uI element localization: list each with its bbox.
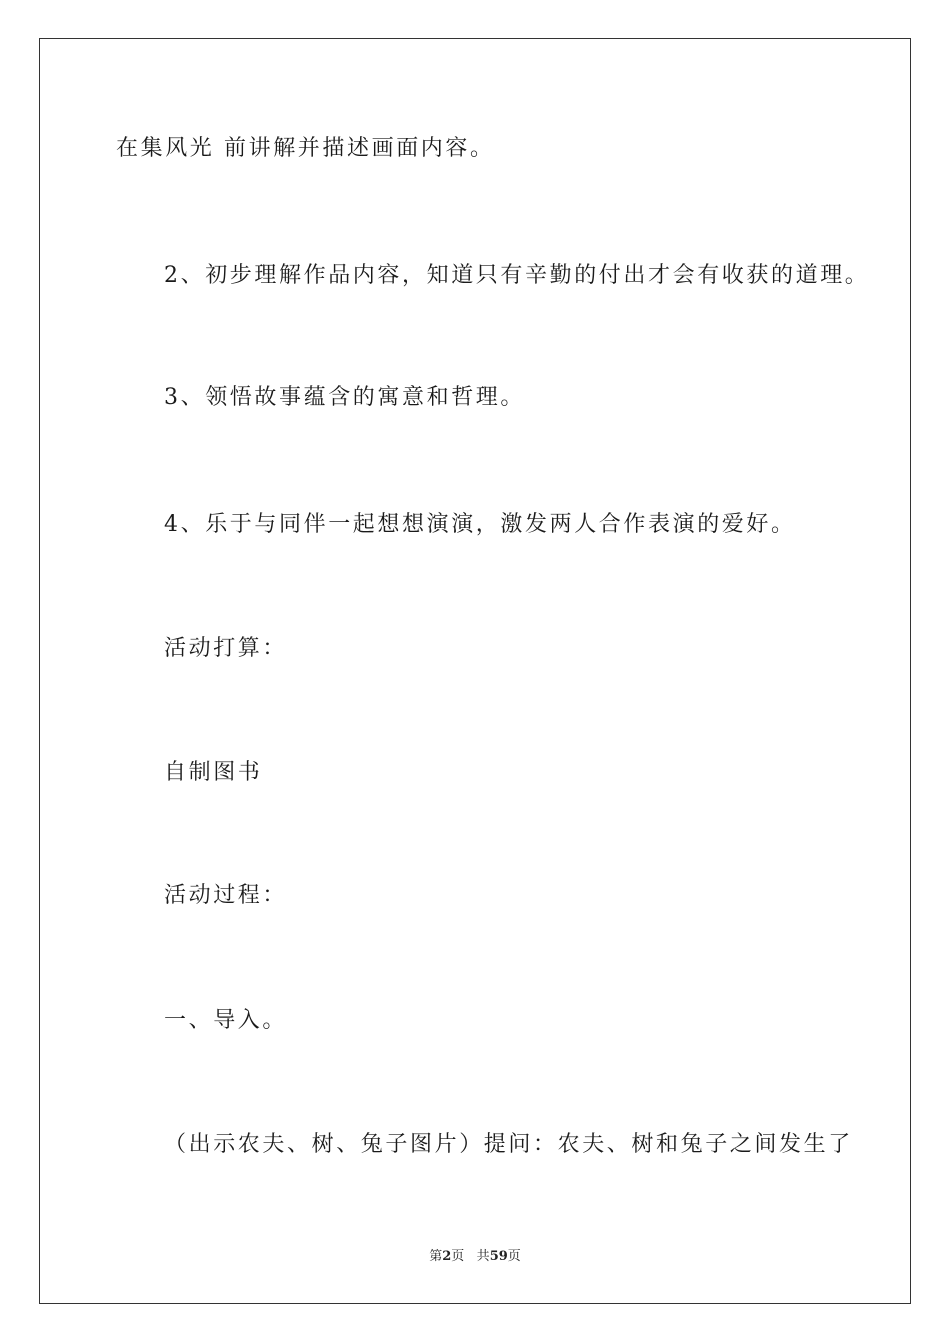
footer-total-suffix: 页 xyxy=(507,1249,521,1264)
paragraph-continuation: 在集风光 前讲解并描述画面内容。 xyxy=(116,136,495,161)
paragraph-goal-4: 4、乐于与同伴一起想想演演，激发两人合作表演的爱好。 xyxy=(164,512,796,537)
footer-page-suffix: 页 xyxy=(451,1249,465,1264)
page-frame xyxy=(39,38,911,1304)
heading-activity-preparation: 活动打算： xyxy=(164,636,288,661)
heading-activity-process: 活动过程： xyxy=(164,883,288,908)
footer-total-pages: 59 xyxy=(489,1249,508,1264)
paragraph-question: （出示农夫、树、兔子图片）提问：农夫、树和兔子之间发生了 xyxy=(164,1132,853,1157)
paragraph-materials: 自制图书 xyxy=(164,760,263,785)
paragraph-goal-2: 2、初步理解作品内容，知道只有辛勤的付出才会有收获的道理。 xyxy=(164,263,870,288)
footer-page-prefix: 第 xyxy=(429,1249,443,1264)
footer-page-number: 2 xyxy=(442,1249,452,1264)
page-footer xyxy=(0,1248,950,1266)
heading-introduction: 一、导入。 xyxy=(164,1008,288,1033)
footer-total-prefix: 共 xyxy=(476,1249,490,1264)
paragraph-goal-3: 3、领悟故事蕴含的寓意和哲理。 xyxy=(164,385,525,410)
